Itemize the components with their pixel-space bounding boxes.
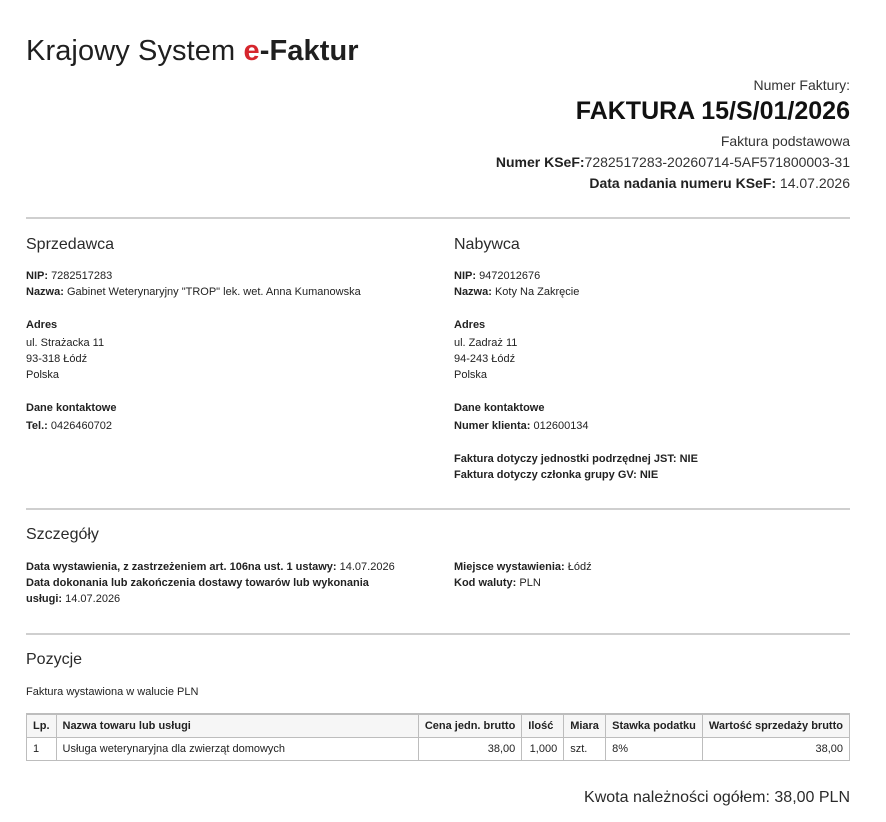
seller-contact-label: Dane kontaktowe xyxy=(26,402,117,414)
invoice-header xyxy=(496,76,850,192)
total-amount: Kwota należności ogółem: 38,00 PLN xyxy=(584,789,850,806)
buyer-contact-label: Dane kontaktowe xyxy=(454,402,545,414)
issue-date: Data wystawienia, z zastrzeżeniem art. 106na ust. 1 ustawy: 14.07.2026 xyxy=(26,561,395,573)
delivery-date: Data dokonania lub zakończenia dostawy towarów lub wykonania usługi: 14.07.2026 xyxy=(26,577,369,605)
ksef-number-line: Numer KSeF:7282517283-20260714-5AF571800003-31 xyxy=(495,154,850,170)
ksef-number: 7282517283-20260714-5AF571800003-31 xyxy=(584,154,850,170)
table-cell: 38,00 xyxy=(418,738,521,761)
currency-code: Kod waluty: PLN xyxy=(454,577,541,589)
buyer-address-label: Adres xyxy=(454,319,486,331)
details-place-currency xyxy=(454,559,844,591)
seller-nip: NIP: 7282517283 xyxy=(26,270,113,282)
buyer-address-line: Polska xyxy=(454,369,488,381)
table-cell: 38,00 xyxy=(702,738,849,761)
divider xyxy=(26,633,850,635)
table-cell: 8% xyxy=(606,738,703,761)
column-header: Nazwa towaru lub usługi xyxy=(56,714,418,738)
details-dates xyxy=(26,559,406,607)
details-title: Szczegóły xyxy=(26,526,99,543)
seller-title: Sprzedawca xyxy=(26,236,115,253)
table-cell: Usługa weterynaryjna dla zwierząt domowych xyxy=(56,738,418,761)
table-cell: 1,000 xyxy=(522,738,564,761)
positions-title: Pozycje xyxy=(26,651,83,668)
column-header: Wartość sprzedaży brutto xyxy=(702,714,849,738)
ksef-date: 14.07.2026 xyxy=(779,175,850,191)
buyer-section xyxy=(454,268,844,483)
seller-section xyxy=(26,268,416,434)
column-header: Cena jedn. brutto xyxy=(418,714,521,738)
buyer-client-number: Numer klienta: 012600134 xyxy=(454,420,589,432)
issue-place: Miejsce wystawienia: Łódź xyxy=(454,561,592,573)
table-header-row xyxy=(27,714,850,738)
seller-address-label: Adres xyxy=(26,319,58,331)
divider xyxy=(26,508,850,510)
table-cell: 1 xyxy=(27,738,57,761)
invoice-number: FAKTURA 15/S/01/2026 xyxy=(575,97,850,125)
divider xyxy=(26,217,850,219)
column-header: Lp. xyxy=(27,714,57,738)
buyer-address-line: ul. Zadraż 11 xyxy=(454,337,518,349)
buyer-name: Nazwa: Koty Na Zakręcie xyxy=(454,286,580,298)
seller-address-line: Polska xyxy=(26,369,60,381)
ksef-date-line: Data nadania numeru KSeF: 14.07.2026 xyxy=(589,175,850,191)
invoice-number-label: Numer Faktury: xyxy=(753,77,850,93)
column-header: Ilość xyxy=(522,714,564,738)
items-table xyxy=(26,713,850,761)
seller-address-line: ul. Strażacka 11 xyxy=(26,337,105,349)
table-cell: szt. xyxy=(564,738,606,761)
buyer-jst: Faktura dotyczy jednostki podrzędnej JST: NIE xyxy=(454,453,698,465)
buyer-nip: NIP: 9472012676 xyxy=(454,270,541,282)
buyer-title: Nabywca xyxy=(454,236,520,253)
buyer-gv: Faktura dotyczy członka grupy GV: NIE xyxy=(454,469,659,481)
seller-address-line: 93-318 Łódź xyxy=(26,353,88,365)
buyer-address-line: 94-243 Łódź xyxy=(454,353,516,365)
column-header: Stawka podatku xyxy=(606,714,703,738)
seller-name: Nazwa: Gabinet Weterynaryjny "TROP" lek. wet. Anna Kumanowska xyxy=(26,286,361,298)
currency-note: Faktura wystawiona w walucie PLN xyxy=(26,686,199,698)
seller-phone: Tel.: 0426460702 xyxy=(26,420,113,432)
invoice-type: Faktura podstawowa xyxy=(720,133,850,149)
ksef-logo: Krajowy System e-Faktur xyxy=(26,35,359,67)
column-header: Miara xyxy=(564,714,606,738)
table-row xyxy=(27,738,850,761)
